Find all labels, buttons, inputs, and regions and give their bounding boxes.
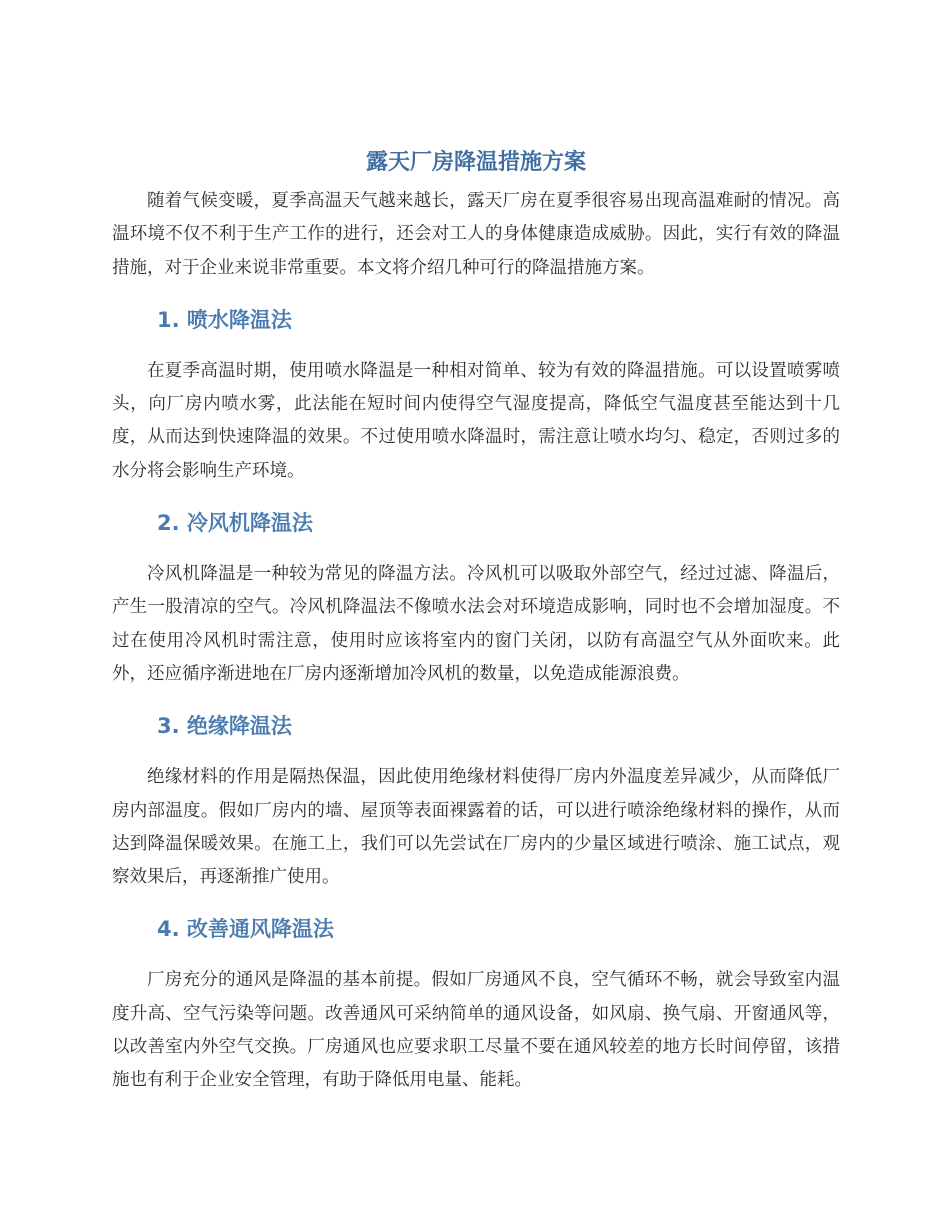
section-body-ventilation: 厂房充分的通风是降温的基本前提。假如厂房通风不良，空气循环不畅，就会导致室内温度升高、空气污染等问题。改善通风可采纳简单的通风设备，如风扇、换气扇、开窗通风等，以改善室内外空气交换。厂房通风也应要求职工尽量不要在通风较差的地方长时间停留，该措施也有利于企业安全管理，有助于降低用电量、能耗。	[112, 970, 840, 1091]
section-body-air-cooler: 冷风机降温是一种较为常见的降温方法。冷风机可以吸取外部空气，经过过滤、降温后，产生一股清凉的空气。冷风机降温法不像喷水法会对环境造成影响，同时也不会增加湿度。不过在使用冷风机时需注意，使用时应该将室内的窗门关闭，以防有高温空气从外面吹来。此外，还应循序渐进地在厂房内逐渐增加冷风机的数量，以免造成能源浪费。	[112, 564, 840, 684]
section-heading-insulation: 3. 绝缘降温法	[157, 714, 292, 739]
document-title: 露天厂房降温措施方案	[365, 150, 586, 175]
section-body-insulation: 绝缘材料的作用是隔热保温，因此使用绝缘材料使得厂房内外温度差异减少，从而降低厂房内部温度。假如厂房内的墙、屋顶等表面裸露着的话，可以进行喷涂绝缘材料的操作，从而达到降温保暖效果。在施工上，我们可以先尝试在厂房内的少量区域进行喷涂、施工试点，观察效果后，再逐渐推广使用。	[112, 767, 840, 888]
section-heading-ventilation: 4. 改善通风降温法	[157, 917, 334, 942]
section-heading-air-cooler: 2. 冷风机降温法	[157, 511, 313, 536]
intro-paragraph: 随着气候变暖，夏季高温天气越来越长，露天厂房在夏季很容易出现高温难耐的情况。高温环境不仅不利于生产工作的进行，还会对工人的身体健康造成威胁。因此，实行有效的降温措施，对于企业来说非常重要。本文将介绍几种可行的降温措施方案。	[112, 191, 840, 278]
document-body	[112, 143, 840, 1098]
section-heading-spray: 1. 喷水降温法	[157, 307, 292, 332]
section-body-spray: 在夏季高温时期，使用喷水降温是一种相对简单、较为有效的降温措施。可以设置喷雾喷头，向厂房内喷水雾，此法能在短时间内使得空气湿度提高，降低空气温度甚至能达到十几度，从而达到快速降温的效果。不过使用喷水降温时，需注意让喷水均匀、稳定，否则过多的水分将会影响生产环境。	[112, 360, 840, 481]
